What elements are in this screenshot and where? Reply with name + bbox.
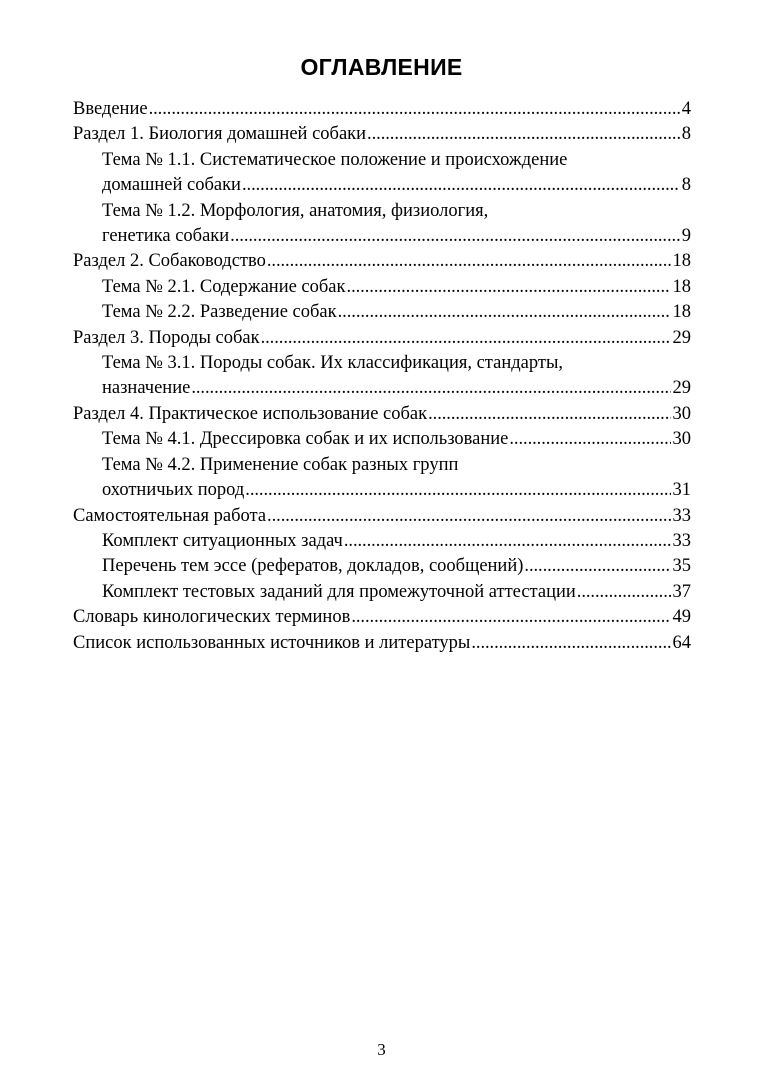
dot-leader xyxy=(245,478,670,503)
toc-entry xyxy=(73,402,691,427)
toc-entry xyxy=(73,275,691,300)
toc-entry-title: Перечень тем эссе (рефератов, докладов, сообщений) xyxy=(102,556,524,577)
dot-leader xyxy=(261,326,671,351)
toc-entry-row xyxy=(102,173,691,198)
toc-entry-title: Словарь кинологических терминов xyxy=(73,607,351,628)
dot-leader xyxy=(509,427,670,452)
toc-entry-title: Тема № 4.1. Дрессировка собак и их использование xyxy=(102,429,509,450)
toc-entry-row xyxy=(102,580,691,605)
toc-entry-page: 64 xyxy=(672,632,691,653)
toc-entry-title: генетика собаки xyxy=(102,226,230,247)
toc-entry-row xyxy=(102,529,691,554)
toc-entry-title: Раздел 3. Породы собак xyxy=(73,327,260,348)
toc-entry-row xyxy=(102,376,691,401)
dot-leader xyxy=(577,580,671,605)
toc-entry-title: Тема № 2.1. Содержание собак xyxy=(102,276,346,297)
toc-entry-row xyxy=(73,504,691,529)
toc-entry xyxy=(73,554,691,579)
toc-entry-page: 33 xyxy=(672,505,691,526)
dot-leader xyxy=(428,402,670,427)
toc-entry-page: 8 xyxy=(681,175,691,196)
toc-entry-page: 18 xyxy=(672,276,691,297)
toc-entry-title-line: Тема № 1.1. Систематическое положение и происхождение xyxy=(102,149,568,170)
toc-entry xyxy=(73,605,691,630)
toc-entry-page: 29 xyxy=(672,378,691,399)
toc-entry-row xyxy=(73,326,691,351)
toc-entry-title: Введение xyxy=(73,99,148,119)
toc-entry xyxy=(73,427,691,452)
toc-entry-title-line: Тема № 4.2. Применение собак разных групп xyxy=(102,454,459,475)
page-number: 3 xyxy=(377,1040,386,1059)
toc-entry-page: 18 xyxy=(672,251,691,272)
toc-entry-page: 31 xyxy=(672,480,691,501)
toc-entry xyxy=(73,453,691,504)
toc-entry-row xyxy=(102,554,691,579)
dot-leader xyxy=(344,529,671,554)
toc-entry-row xyxy=(73,249,691,274)
dot-leader xyxy=(267,504,670,529)
toc-entry-title: назначение xyxy=(102,378,191,399)
toc-entry xyxy=(73,351,691,402)
toc-entry-title-line: Тема № 1.2. Морфология, анатомия, физиология, xyxy=(102,200,489,221)
dot-leader xyxy=(347,275,671,300)
toc-entry xyxy=(73,199,691,250)
toc-entry-title: Раздел 1. Биология домашней собаки xyxy=(73,124,367,145)
toc-entry xyxy=(73,122,691,147)
toc-entry-title: Раздел 2. Собаководство xyxy=(73,251,266,272)
toc-entry-title: домашней собаки xyxy=(102,175,241,196)
toc-entry-row xyxy=(102,478,691,503)
toc-entry-row xyxy=(102,427,691,452)
toc-entry-row xyxy=(73,631,691,656)
toc-entry xyxy=(73,631,691,656)
dot-leader xyxy=(471,631,670,656)
toc-entry-row xyxy=(102,300,691,325)
toc-entry-page: 30 xyxy=(672,403,691,424)
toc-entry-page: 37 xyxy=(672,581,691,602)
toc-entry-row xyxy=(73,97,691,122)
toc-entry xyxy=(73,326,691,351)
dot-leader xyxy=(230,224,680,249)
toc-entry-row xyxy=(102,224,691,249)
toc-entry-row xyxy=(102,275,691,300)
dot-leader xyxy=(267,249,671,274)
toc-entry-title: Комплект тестовых заданий для промежуточной аттестации xyxy=(102,581,576,602)
toc-entry-title: Тема № 2.2. Разведение собак xyxy=(102,302,337,323)
toc-entry-page: 33 xyxy=(672,530,691,551)
toc-entry-title: Список использованных источников и литературы xyxy=(73,632,471,653)
toc-entry-row xyxy=(73,605,691,630)
toc-entry-row xyxy=(73,122,691,147)
toc-entry xyxy=(73,300,691,325)
toc-entry-page: 8 xyxy=(681,124,691,145)
dot-leader xyxy=(338,300,671,325)
toc-entry xyxy=(73,249,691,274)
toc-entry xyxy=(73,504,691,529)
toc-entry-page: 4 xyxy=(681,99,691,119)
dot-leader xyxy=(149,97,680,122)
toc-entry-title: охотничьих пород xyxy=(102,480,245,501)
toc-entry xyxy=(73,580,691,605)
toc-entry-title-line: Тема № 3.1. Породы собак. Их классификация, стандарты, xyxy=(102,353,564,374)
dot-leader xyxy=(367,122,680,147)
toc-entry-page: 30 xyxy=(672,429,691,450)
toc-entry-page: 35 xyxy=(672,556,691,577)
dot-leader xyxy=(242,173,680,198)
toc-entry-page: 9 xyxy=(681,226,691,247)
toc-entry-page: 18 xyxy=(672,302,691,323)
toc-entry xyxy=(73,148,691,199)
dot-leader xyxy=(524,554,670,579)
toc-title: ОГЛАВЛЕНИЕ xyxy=(300,54,463,80)
toc-entry-page: 49 xyxy=(672,607,691,628)
toc-entry-page: 29 xyxy=(672,327,691,348)
toc-entry xyxy=(73,529,691,554)
toc-entry xyxy=(73,97,691,122)
toc-entry-title: Самостоятельная работа xyxy=(73,505,267,526)
dot-leader xyxy=(191,376,670,401)
toc-entry-row xyxy=(73,402,691,427)
toc-entry-title: Раздел 4. Практическое использование собак xyxy=(73,403,428,424)
toc-entry-title: Комплект ситуационных задач xyxy=(102,530,343,551)
dot-leader xyxy=(351,605,670,630)
table-of-contents xyxy=(73,97,691,656)
